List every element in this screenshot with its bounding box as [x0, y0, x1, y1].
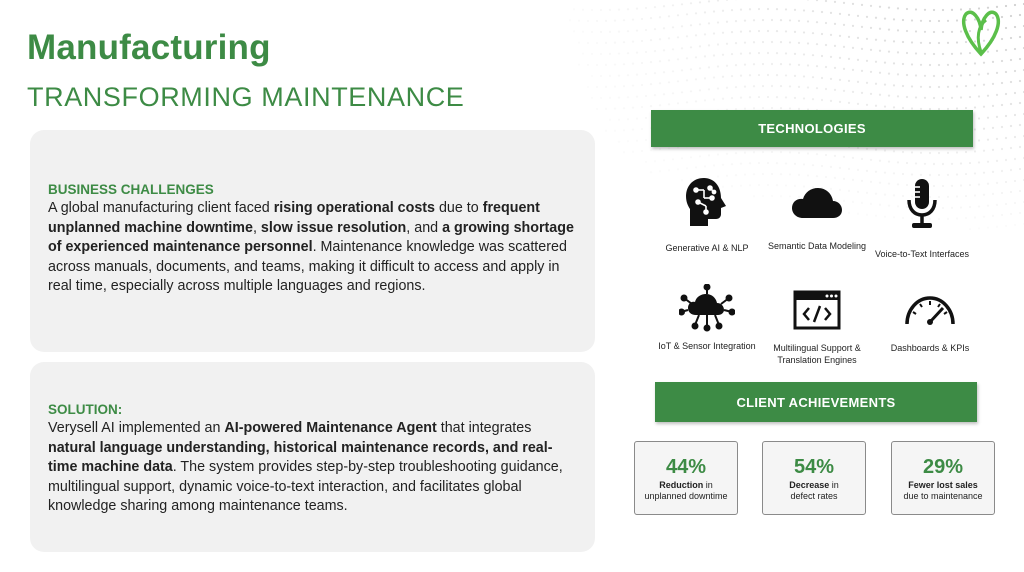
business-challenges-heading: BUSINESS CHALLENGES — [48, 182, 214, 197]
achievement-description: Decrease in defect rates — [789, 480, 839, 501]
cloud-icon — [791, 186, 843, 220]
tech-item-multilingual — [762, 290, 872, 366]
achievement-card-downtime — [634, 441, 738, 515]
solution-card — [30, 362, 595, 552]
iot-cloud-icon — [679, 284, 735, 332]
microphone-icon — [906, 178, 938, 230]
business-challenges-card — [30, 130, 595, 352]
tech-item-dashboards — [875, 294, 985, 354]
business-challenges-text: A global manufacturing client faced rising operational costs due to frequent unplanned machine downtime, slow issue resolution, and a growing shortage of experienced maintenance personnel. Maintenance knowledge was scattered across manuals, documents, and teams, making it difficult to access and apply in real time, especially across multiple languages and regions. — [48, 200, 574, 294]
tech-label: IoT & Sensor Integration — [658, 341, 756, 351]
technologies-banner: TECHNOLOGIES — [651, 110, 973, 147]
tech-item-semantic-data — [762, 186, 872, 252]
ai-head-icon — [684, 176, 730, 228]
achievement-value: 44% — [665, 456, 707, 478]
tech-item-iot-sensor — [652, 284, 762, 352]
company-logo — [956, 8, 1006, 58]
code-window-icon — [793, 290, 841, 330]
tech-label: Dashboards & KPIs — [890, 343, 970, 353]
gauge-icon — [903, 294, 957, 326]
achievement-description: Fewer lost sales due to maintenance — [903, 480, 983, 501]
achievement-description: Reduction in unplanned downtime — [644, 480, 728, 501]
client-achievements-banner: CLIENT ACHIEVEMENTS — [655, 382, 977, 422]
tech-label: Semantic Data Modeling — [767, 241, 867, 251]
achievement-value: 54% — [793, 456, 835, 478]
achievement-card-defects — [762, 441, 866, 515]
solution-text: Verysell AI implemented an AI-powered Maintenance Agent that integrates natural language understanding, historical maintenance records, and real-time machine data. The system provides step-by-step troubleshooting guidance, multilingual support, dynamic voice-to-text interaction, and facilitates global knowledge sharing among maintenance teams. — [48, 420, 563, 514]
achievement-card-lost-sales — [891, 441, 995, 515]
tech-label: Multilingual Support & Translation Engines — [773, 343, 861, 365]
achievement-value: 29% — [922, 456, 964, 478]
page-title: Manufacturing — [27, 28, 271, 67]
tech-item-voice-to-text — [867, 178, 977, 260]
page-subtitle: TRANSFORMING MAINTENANCE — [27, 82, 465, 112]
tech-item-generative-ai — [652, 176, 762, 254]
tech-label: Generative AI & NLP — [665, 243, 749, 253]
tech-label: Voice-to-Text Interfaces — [874, 249, 970, 259]
solution-heading: SOLUTION: — [48, 402, 123, 417]
